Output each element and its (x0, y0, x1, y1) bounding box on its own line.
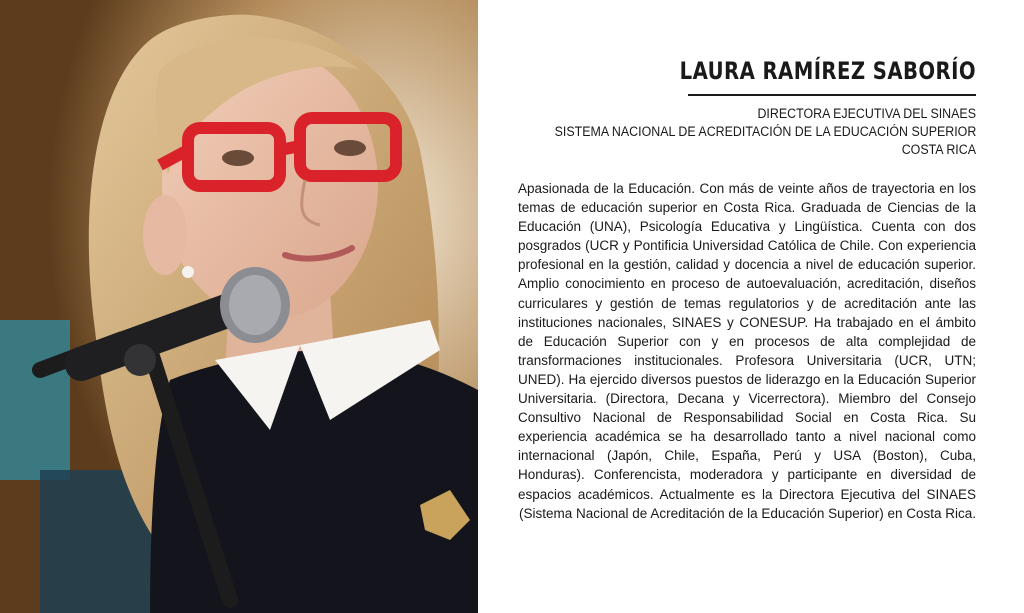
name-divider (688, 94, 976, 96)
speaker-photo (0, 0, 478, 613)
profile-text-column (518, 56, 976, 536)
speaker-role: DIRECTORA EJECUTIVA DEL SINAES (757, 106, 976, 121)
speaker-country: COSTA RICA (901, 142, 976, 157)
speaker-bio: Apasionada de la Educación. Con más de veinte años de trayectoria en los temas de educación superior en Costa Rica. Graduada de Ciencias de la Educación (UNA), Psicología Educativa y Lingüística. Cuenta con dos posgrados (UCR y Pontificia Universidad Católica de Chile. Con experiencia profesional en la gestión, calidad y docencia a nivel de educación superior. Amplio conocimiento en proceso de autoevaluación, acreditación, diseños curriculares y gestión de temas regulatorios y de acreditación ante las instituciones nacionales, SINAES y CONESUP. Ha trabajado en el ámbito de Educación Superior con y en procesos de alta complejidad de transformaciones institucionales. Profesora Universitaria (UCR, UTN; UNED). Ha ejercido diversos puestos de liderazgo en la Educación Superior Universitaria. (Directora, Decana y Vicerrectora). Miembro del Consejo Consultivo Nacional de Responsabilidad Social en Costa Rica. Su experiencia académica se ha desarrollado tanto a nivel nacional como internacional (Japón, Chile, España, Perú y USA (Boston), Cuba, Honduras). Conferencista, moderadora y participante en diversidad de espacios académicos. Actualmente es la Directora Ejecutiva del SINAES (Sistema Nacional de Acreditación de la Educación Superior) en Costa Rica. (518, 181, 976, 521)
speaker-name: LAURA RAMÍREZ SABORÍO (679, 57, 976, 85)
speaker-organization: SISTEMA NACIONAL DE ACREDITACIÓN DE LA EDUCACIÓN SUPERIOR (554, 124, 977, 139)
speaker-titles (518, 105, 976, 159)
